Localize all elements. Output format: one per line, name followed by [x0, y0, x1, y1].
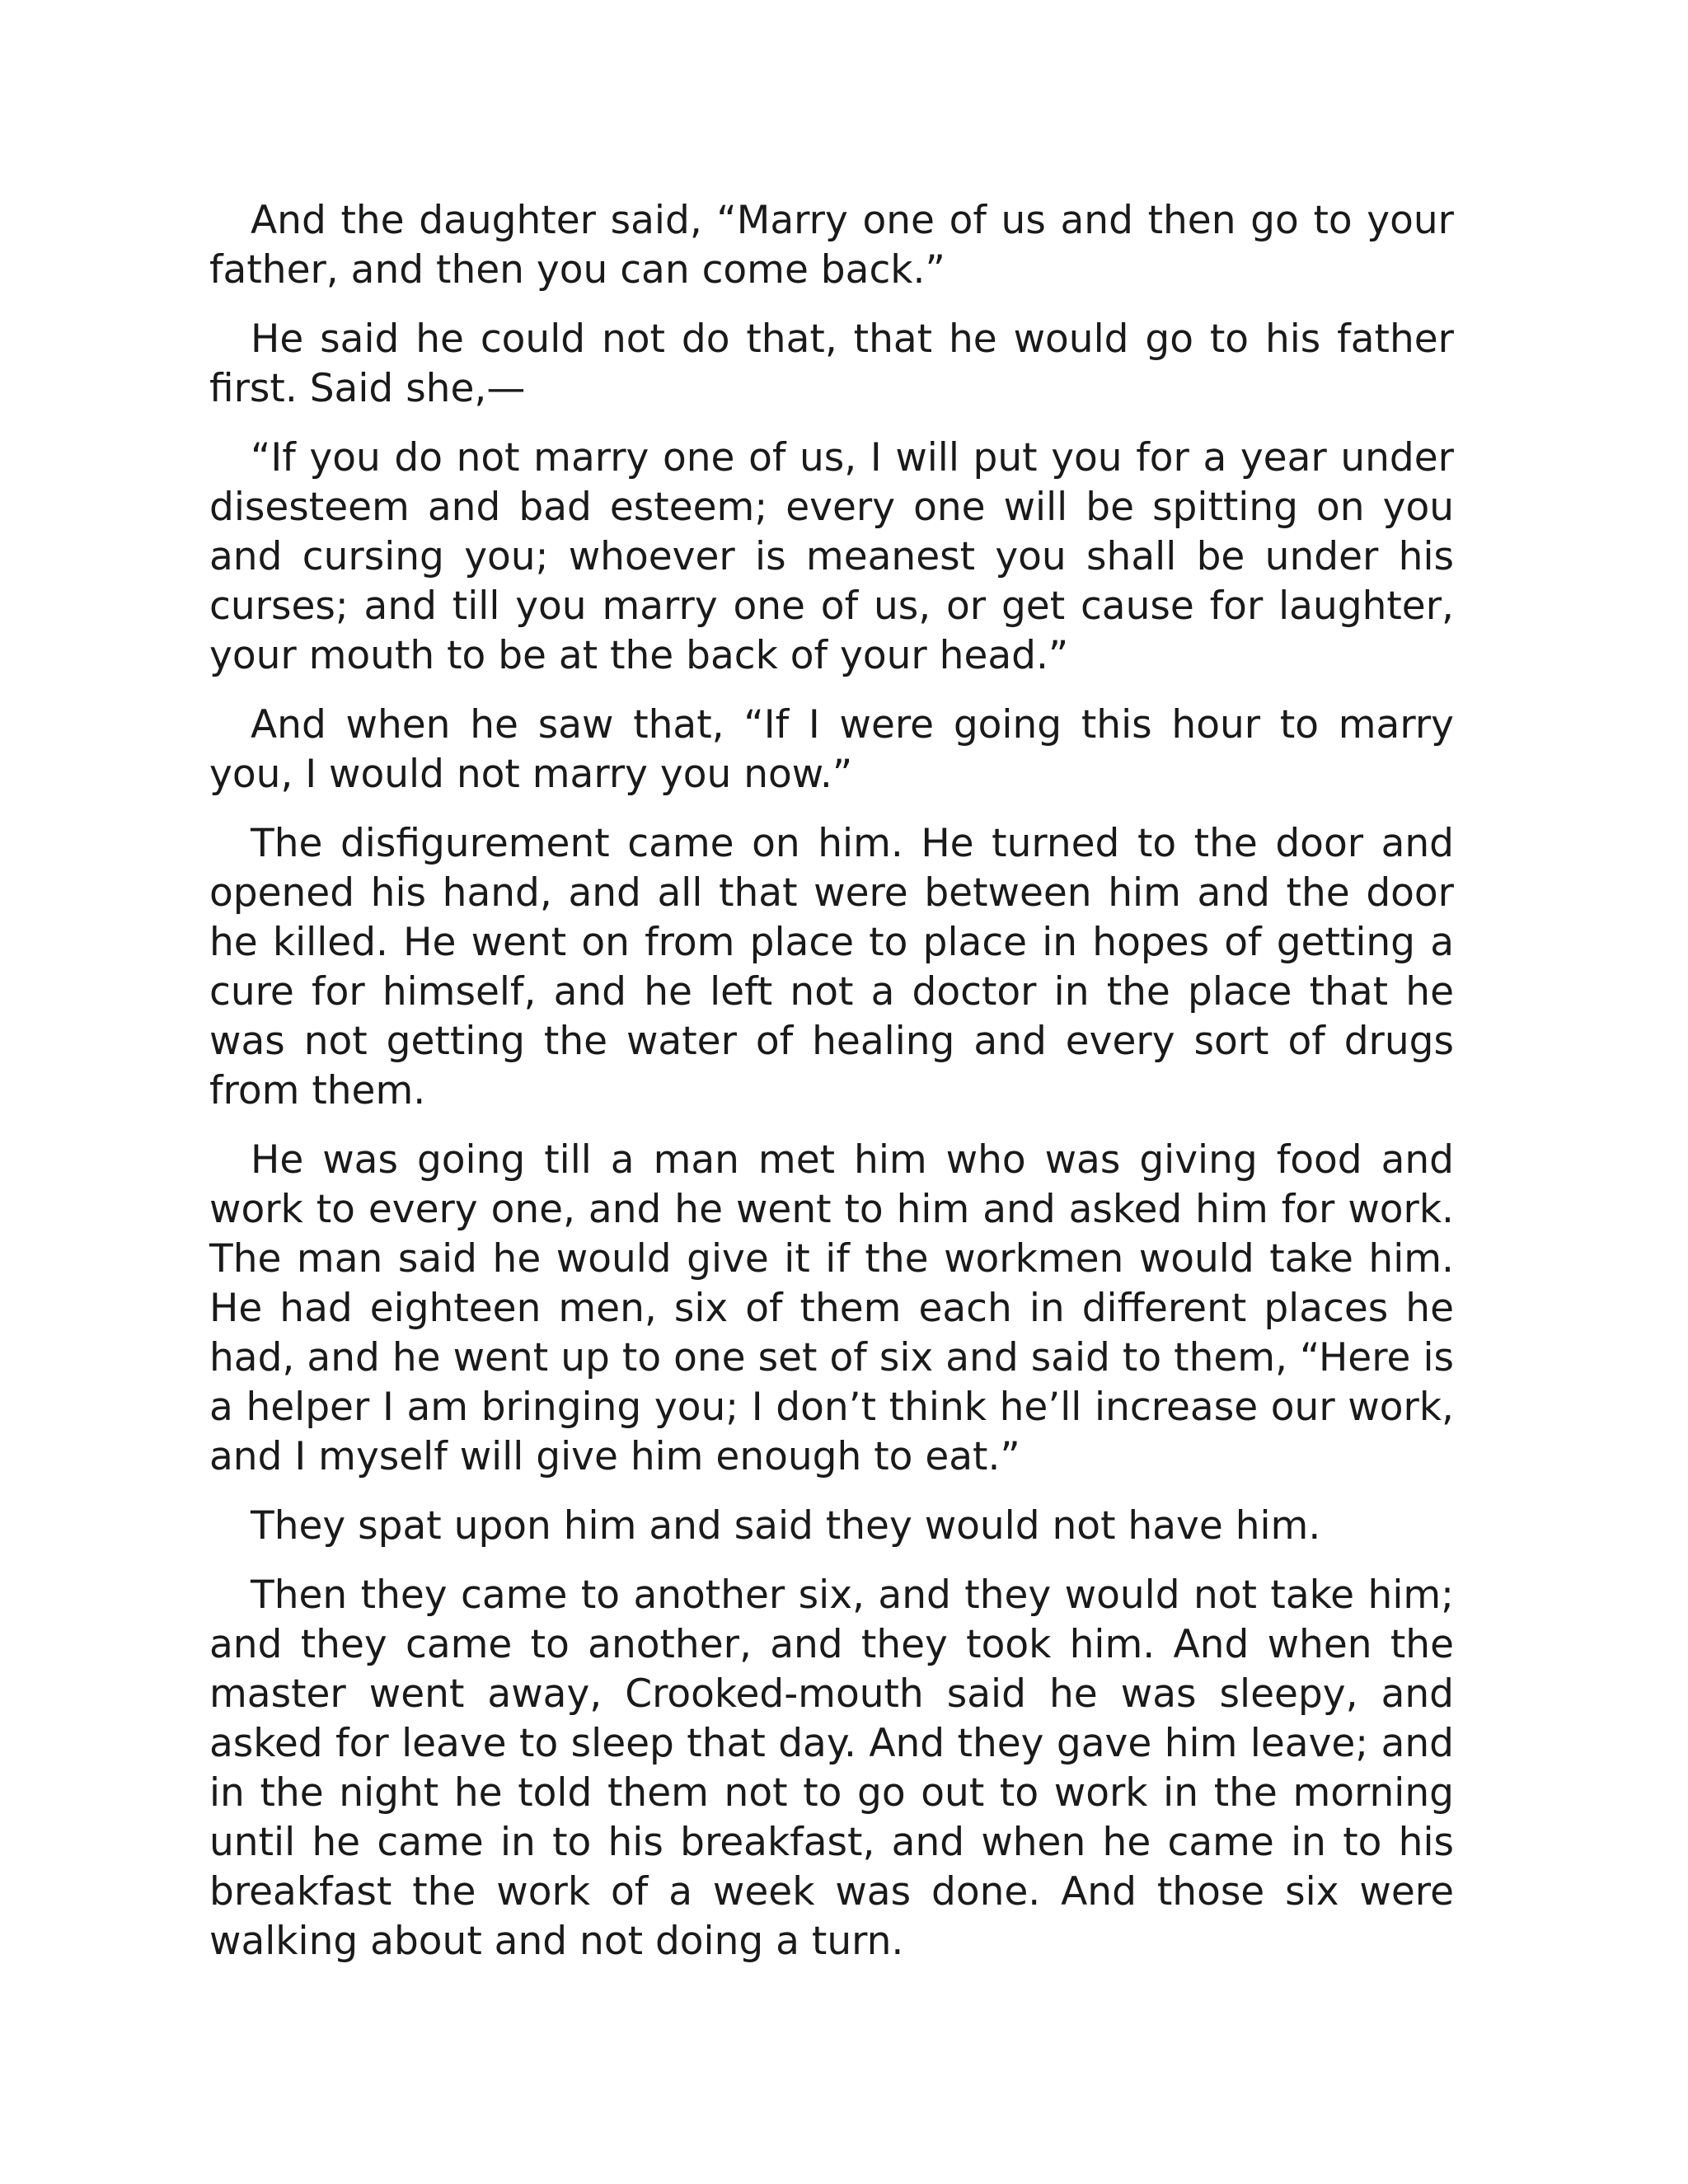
paragraph: Then they came to another six, and they would not take him; and they came to another, and they took him. And when the master went away, Crooked-mouth said he was sleepy, and asked for leave to sleep that day. And they gave him leave; and in the night he told them not to go out to work in the morning until he came in to his breakfast, and when he came in to his breakfast the work of a week was done. And those six were walking about and not doing a turn. [209, 1572, 1454, 1964]
paragraph: They spat upon him and said they would not have him. [251, 1503, 1321, 1549]
paragraph: The disfigurement came on him. He turned to the door and opened his hand, and all that were between him and the door he killed. He went on from place to place in hopes of getting a cure for himself, and he left not a doctor in the place that he was not getting the water of healing and every sort of drugs from them. [209, 821, 1454, 1113]
paragraph: He said he could not do that, that he would go to his father first. Said she,— [209, 316, 1454, 411]
paragraph: And the daughter said, “Marry one of us and then go to your father, and then you can come back.” [209, 198, 1454, 293]
paragraph: He was going till a man met him who was giving food and work to every one, and he went to him and asked him for work. The man said he would give it if the workmen would take him. He had eighteen men, six of them each in different places he had, and he went up to one set of six and said to them, “Here is a helper I am bringing you; I don’t think he’ll increase our work, and I myself will give him enough to eat.” [209, 1137, 1454, 1479]
paragraph: “If you do not marry one of us, I will put you for a year under disesteem and bad esteem; every one will be spitting on you and cursing you; whoever is meanest you shall be under his curses; and till you marry one of us, or get cause for laughter, your mouth to be at the back of your head.” [209, 435, 1454, 678]
book-page [209, 196, 1454, 1986]
paragraph: And when he saw that, “If I were going this hour to marry you, I would not marry you now.” [209, 702, 1454, 797]
